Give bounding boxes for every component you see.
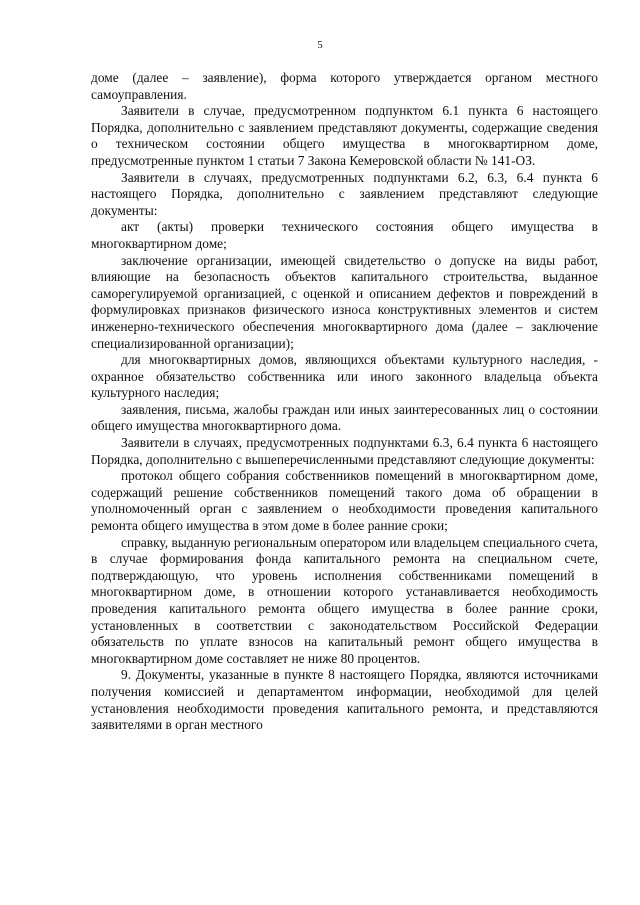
paragraph: заявления, письма, жалобы граждан или иных заинтересованных лиц о состоянии общего имущества многоквартирного дома. — [91, 401, 598, 434]
paragraph: справку, выданную региональным оператором или владельцем специального счета, в случае формирования фонда капитального ремонта на специальном счете, подтверждающую, что уровень исполнения собственниками помещений в многоквартирном доме, в отношении которого устанавливается необходимость проведения капитального ремонта общего имущества в более ранние сроки, установленных в соответствии с законодательством Российской Федерации обязательств по уплате взносов на капитальный ремонт общего имущества в многоквартирном доме составляет не ниже 80 процентов. — [91, 534, 598, 666]
paragraph: акт (акты) проверки технического состояния общего имущества в многоквартирном доме; — [91, 219, 598, 251]
paragraph: Заявители в случаях, предусмотренных подпунктами 6.2, 6.3, 6.4 пункта 6 настоящего Порядка, дополнительно с заявлением представляют следующие документы: — [91, 169, 598, 218]
paragraph: протокол общего собрания собственников помещений в многоквартирном доме, содержащий решение собственников помещений такого дома об обращении в уполномоченный орган с заявлением о необходимости проведения капитального ремонта общего имущества в этом доме в более ранние сроки; — [91, 468, 598, 534]
document-body — [91, 70, 598, 734]
page-number: 5 — [317, 40, 323, 51]
paragraph: Заявители в случаях, предусмотренных подпунктами 6.3, 6.4 пункта 6 настоящего Порядка, дополнительно с вышеперечисленными представляют следующие документы: — [91, 435, 598, 467]
paragraph: доме (далее – заявление), форма которого утверждается органом местного самоуправления. — [91, 70, 598, 102]
paragraph: 9. Документы, указанные в пункте 8 настоящего Порядка, являются источниками получения комиссией и департаментом информации, необходимой для целей установления необходимости проведения капитального ремонта, и представляются заявителями в орган местного — [91, 667, 598, 733]
paragraph: Заявители в случае, предусмотренном подпунктом 6.1 пункта 6 настоящего Порядка, дополнительно с заявлением представляют документы, содержащие сведения о техническом состоянии общего имущества в многоквартирном доме, предусмотренные пунктом 1 статьи 7 Закона Кемеровской области № 141-ОЗ. — [91, 103, 598, 168]
paragraph: для многоквартирных домов, являющихся объектами культурного наследия, - охранное обязательство собственника или иного законного владельца объекта культурного наследия; — [91, 352, 598, 401]
paragraph: заключение организации, имеющей свидетельство о допуске на виды работ, влияющие на безопасность объектов капитального строительства, выданное саморегулируемой организацией, с оценкой и описанием дефектов и повреждений в формулировках признаков физического износа конструктивных элементов и систем инженерно-технического обеспечения многоквартирного дома (далее – заключение специализированной организации); — [91, 252, 598, 351]
